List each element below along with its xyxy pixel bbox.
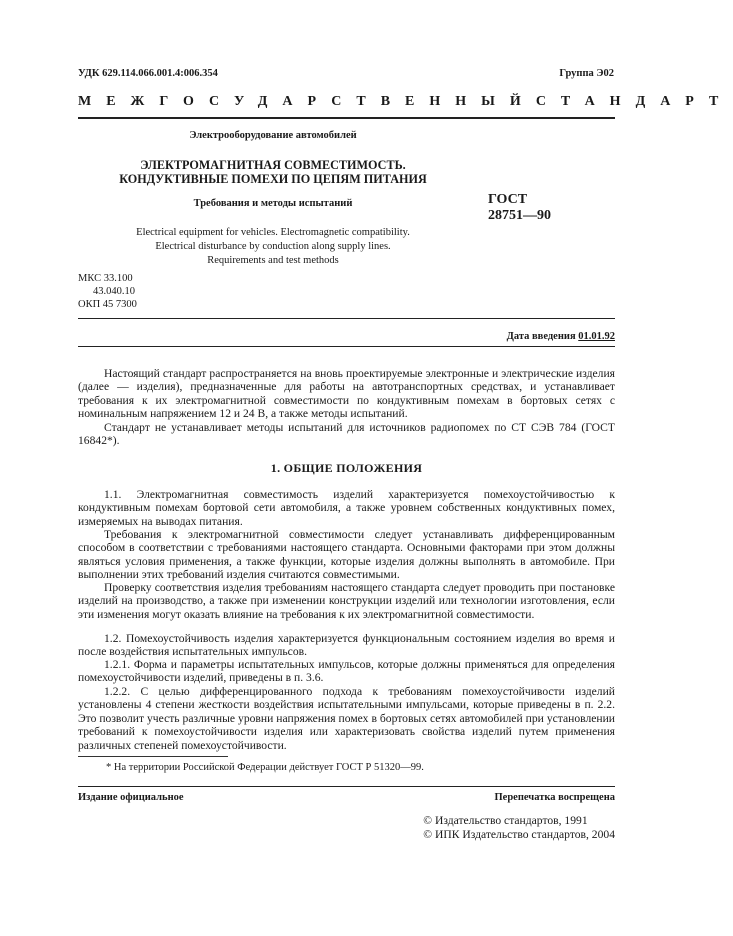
copyright-block [423,814,615,842]
udk-code: УДК 629.114.066.001.4:006.354 [78,68,218,79]
title-rule [78,318,615,319]
intro-date-label: Дата введения [506,331,576,342]
section-1-title: 1. ОБЩИЕ ПОЛОЖЕНИЯ [270,461,423,475]
classification-codes [78,272,137,311]
mks-code-2: 43.040.10 [93,286,135,297]
banner-word-standard: СТАНДАРТ [535,94,733,109]
clause-1-2-1: 1.2.1. Форма и параметры испытательных импульсов, которые должны применяться для определения помехоустойчивости изделий, приведены в п. 3.6. [78,658,615,685]
banner-word-interstate: МЕЖГОСУДАРСТВЕННЫЙ [78,94,536,109]
gost-designation [488,192,551,224]
footnote: * На территории Российской Федерации действует ГОСТ Р 51320—99. [106,762,424,773]
title-line-1: ЭЛЕКТРОМАГНИТНАЯ СОВМЕСТИМОСТЬ. [140,158,406,172]
intro-date-value: 01.01.92 [578,331,615,342]
clause-1-1-requirements: Требования к электромагнитной совместимости следует устанавливать дифференцированным способом в соответствии с требованиями настоящего стандарта. Основными факторами при этом должны являться условия применения, а также функции, которые изделия должны выполнять в автомобиле. При выполнении этих требований изделия считаются совместимыми. [78,528,615,582]
intro-paragraph-2: Стандарт не устанавливает методы испытаний для источников радиопомех по СТ СЭВ 784 (ГОСТ 16842*). [78,421,615,448]
page-title [78,158,468,186]
standard-banner [78,94,733,110]
clause-1-2: 1.2. Помехоустойчивость изделия характеризуется функциональным состоянием изделия во время и после воздействия испытательных импульсов. [78,632,615,659]
date-rule [78,346,615,347]
reprint-notice: Перепечатка воспрещена [494,792,615,803]
footnote-rule [78,756,228,757]
official-edition: Издание официальное [78,792,184,803]
gost-label: ГОСТ [488,192,528,207]
copyright-2004: © ИПК Издательство стандартов, 2004 [423,828,615,841]
copyright-1991: © Издательство стандартов, 1991 [423,814,588,827]
subtitle: Требования и методы испытаний [193,198,353,209]
clause-1-1-verification: Проверку соответствия изделия требованиям настоящего стандарта следует проводить при постановке изделий на производство, а также при изменении конструкции изделий или технологии изготовления, если эти изменения могут оказать влияние на требования к их электромагнитной совместимости. [78,581,615,621]
footer-rule [78,786,615,787]
clause-1-1: 1.1. Электромагнитная совместимость изделий характеризуется помехоустойчивостью к кондуктивным помехам бортовой сети автомобиля, а также уровнем собственных кондуктивных помех, измеряемых на выводах питания. [78,488,615,528]
mks-code: МКС 33.100 [78,273,133,284]
english-title-line-1: Electrical equipment for vehicles. Electromagnetic compatibility. [136,227,410,238]
okp-code: ОКП 45 7300 [78,299,137,310]
english-title [78,226,468,268]
intro-date [507,331,615,342]
title-line-2: КОНДУКТИВНЫЕ ПОМЕХИ ПО ЦЕПЯМ ПИТАНИЯ [119,172,427,186]
clause-1-2-2: 1.2.2. С целью дифференцированного подхода к требованиям помехоустойчивости изделий установлены 4 степени жесткости воздействия испытательными импульсами, которые приведены в п. 2.2. Это позволит учесть различные уровни напряжения помех в бортовых сетях автомобилей при установлении требований к помехоустойчивости изделия или характеризовать свойства изделий путем применения различных степеней помехоустойчивости. [78,685,615,752]
subject-heading: Электрооборудование автомобилей [189,130,357,141]
group-code: Группа Э02 [559,68,614,79]
intro-paragraph-1: Настоящий стандарт распространяется на вновь проектируемые электронные и электрические изделия (далее — изделия), предназначенные для работы на автотранспортных средствах, и устанавливает требования к их электромагнитной совместимости по кондуктивным помехам в бортовых сетях с номинальным напряжением 12 и 24 В, а также методы испытаний. [78,367,615,421]
gost-number: 28751—90 [488,208,551,223]
banner-rule [78,117,615,119]
english-title-line-3: Requirements and test methods [207,255,339,266]
english-title-line-2: Electrical disturbance by conduction along supply lines. [155,241,391,252]
